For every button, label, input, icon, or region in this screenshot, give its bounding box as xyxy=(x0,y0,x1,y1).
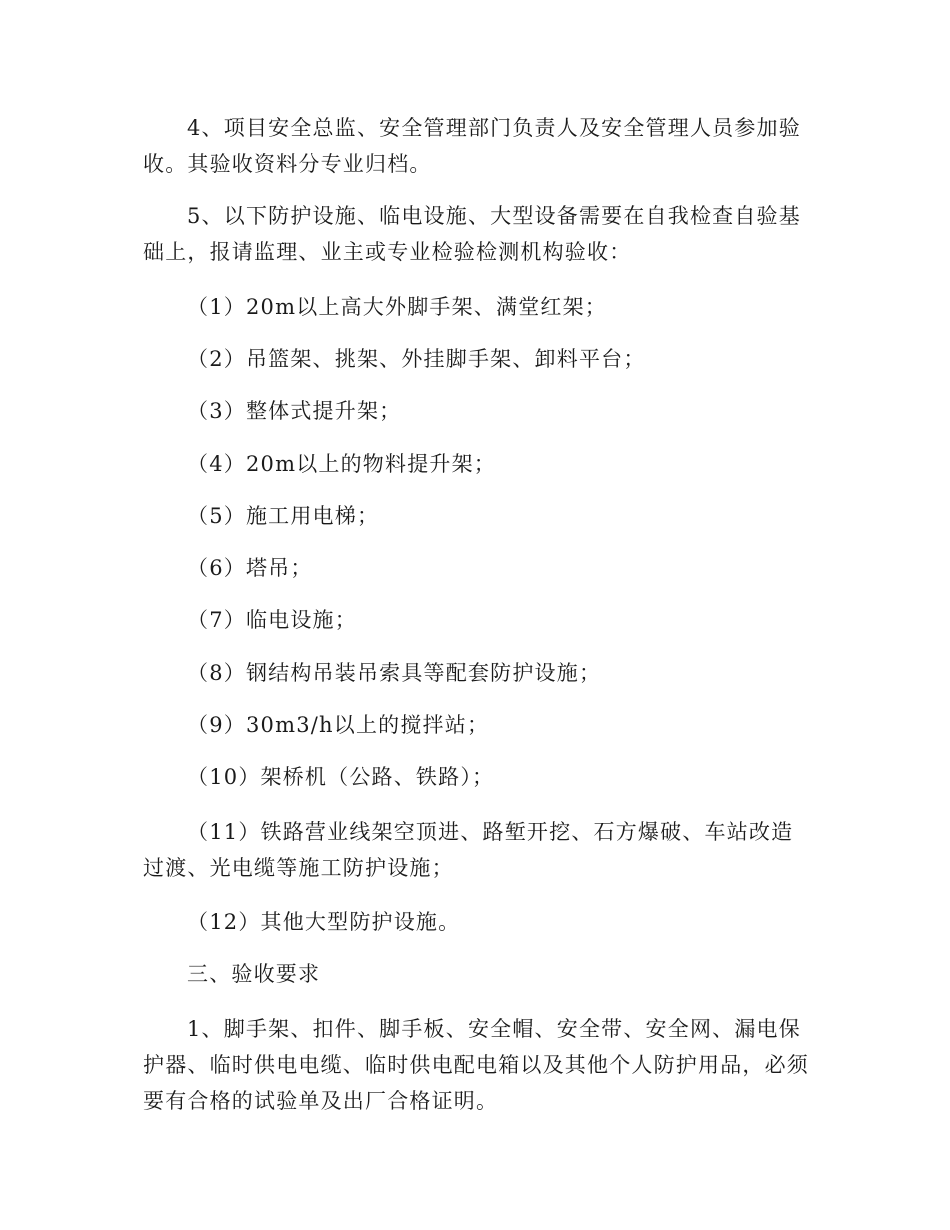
list-item-10: （10）架桥机（公路、铁路）； xyxy=(187,765,495,789)
section-heading: 三、验收要求 xyxy=(187,962,321,986)
list-item-3: （3）整体式提升架； xyxy=(187,399,402,423)
list-item-2: （2）吊篮架、挑架、外挂脚手架、卸料平台； xyxy=(187,347,646,371)
list-item-7: （7）临电设施； xyxy=(187,608,357,632)
list-item-5: （5）施工用电梯； xyxy=(187,504,380,528)
paragraph-protection-facilities: 5、以下防护设施、临电设施、大型设备需要在自我检查自验基础上，报请监理、业主或专业检验检测机构验收： xyxy=(143,204,801,264)
paragraph-requirement-1: 1、脚手架、扣件、脚手板、安全帽、安全带、安全网、漏电保护器、临时供电电缆、临时供电配电箱以及其他个人防护用品，必须要有合格的试验单及出厂合格证明。 xyxy=(143,1017,809,1113)
list-item-11: （11）铁路营业线架空顶进、路堑开挖、石方爆破、车站改造过渡、光电缆等施工防护设施； xyxy=(143,820,794,880)
list-item-9: （9）30m3/h以上的搅拌站； xyxy=(187,713,490,737)
list-item-6: （6）塔吊； xyxy=(187,556,313,580)
list-item-1: （1）20m以上高大外脚手架、满堂红架； xyxy=(187,295,607,319)
list-item-8: （8）钢结构吊装吊索具等配套防护设施； xyxy=(187,661,602,685)
list-item-4: （4）20m以上的物料提升架； xyxy=(187,452,496,476)
list-item-12: （12）其他大型防护设施。 xyxy=(187,910,461,934)
paragraph-acceptance-personnel: 4、项目安全总监、安全管理部门负责人及安全管理人员参加验收。其验收资料分专业归档。 xyxy=(143,116,801,176)
